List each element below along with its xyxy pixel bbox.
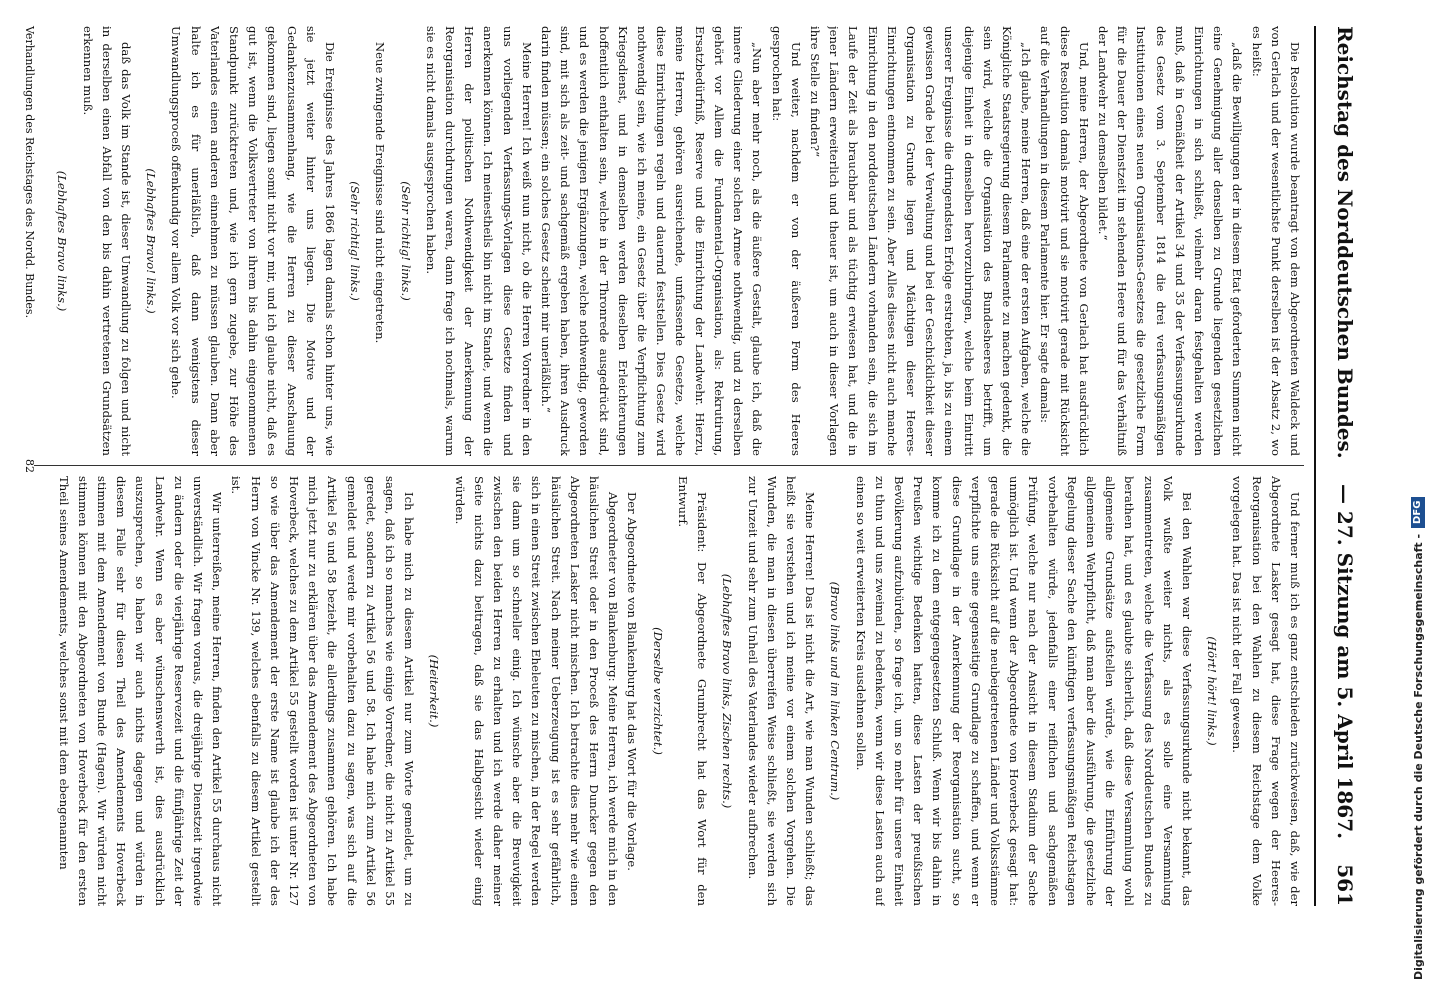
- paragraph: Bei den Wahlen war diese Verfassungsurkunde nicht bekannt, das Volk wußte weiter nichts, als es solle eine Versammlung zusammentreten, welche die Verfassung des Norddeutschen Bundes zu berathen hat, und es glaubte sicherlich, daß diese Versammlung wohl allgemeine Grundsätze aufstellen würde, wie die Einführung der allgemeinen Wehrpflicht, daß man aber die Ausführung, die gesetzliche Regelung dieser Sache den künftigen verfassungsmäßigen Reichstagen vorbehalten würde, jedenfalls einer reiflichen und sachgemäßen Prüfung, welche nur nach der Ansicht in diesem Stadium der Sache unmöglich ist. Und wenn der Abgeordnete von Hoverbeck gesagt hat: gerade die Rücksicht auf die neubeigetretenen Länder und Volksstämme verpflichte uns eine gegenseitige Grundlage zu schaffen, und wenn er diese Grundlage in der Anerkennung der Reorganisation sucht, so komme ich zu dem entgegengesetzten Schluß. Wenn wir bis dahin in Preußen wichtige Bedenken hatten, diese Lasten der preußischen Bevölkerung aufzubürden, so frage ich, um so mehr für unsere Einheit zu thun und uns zweimal zu bedenken, wenn wir diese Lasten auch auf einen so weit erweiterten Kreis ausdehnen sollen.: [853, 476, 1194, 906]
- paragraph: Meine Herren! Ich weiß nun nicht, ob die Herren Vorredner in den uns vorliegenden Verfassungs-Vorlagen diese Gesetze finden und anerkennen können. Ich meinestheils bin nicht im Stande, und wenn die Herren der politischen Nothwendigkeit der Anerkennung der Reorganisation durchdrungen waren, dann frage ich nochmals, warum sie es nicht damals ausgesprochen haben.: [423, 26, 534, 456]
- paragraph: Wir unterreißen, meine Herren, finden den Artikel 55 durchaus nicht unverständlich. Wir fragen voraus, die dreijährige Dienstzeit irgendwie zu ändern oder die vierjährige Reservezeit und die fünfjährige Zeit der Landwehr. Wenn es aber wünschenswerth ist, dies ausdrücklich auszusprechen, so haben wir auch nichts dagegen und würden in diesem Falle sehr für diesen Theil des Amendements Hoverbeck stimmen mit dem Amendement von Bunde (Hagen). Wir würden nicht stimmen können mit den Abgeordneten von Hoverbeck für den ersten Theil seines Amendements, welches sonst mit dem ebengenannten: [56, 476, 225, 906]
- footer-note: Verhandlungen des Reichstages des Nordd. Bundes.: [23, 26, 37, 319]
- dfg-logo: DFG: [1411, 497, 1425, 528]
- running-title: Reichstag des Norddeutschen Bundes.: [1333, 26, 1357, 459]
- column-divider: [34, 465, 1304, 466]
- left-column: [34, 26, 1304, 456]
- reaction-note: (Hört! hört! links.): [1205, 636, 1220, 746]
- right-column: [34, 476, 1304, 906]
- page-number: 561: [1333, 864, 1357, 906]
- paragraph: „Nun aber mehr noch, als die äußere Gestalt, glaube ich, daß die innere Gliederung einer solchen Armee nothwendig, und zu derselben gehört vor Allem die Fundamental-Organisation, als: Rekrutirung, Ersatzbedürfniß, Reserve und die Einrichtung der Landwehr. Hierzu, meine Herren, gehören ausreichende, umfassende Gesetze, welche diese Einrichtungen regeln und dauernd feststellen. Dies Gesetz wird nothwendig sein, wie ich meine, ein Gesetz über die Verpflichtung zum Kriegsdienst, und in demselben werden dieselben Erleichterungen hoffentlich enthalten sein, welche in der Thronrede ausgedrückt sind, und es werden die jenigen Ergänzungen, welche nothwendig, geworden sind, mit sich als zeit- und sachgemäß ergeben haben, ihren Ausdruck darin finden müssen; ein solches Gesetz scheint mir unerläßlich.“: [539, 26, 765, 456]
- reaction-note: (Lebhaftes Bravo links.): [55, 170, 70, 312]
- reaction-note: (Bravo links und im linken Centrum.): [828, 581, 843, 801]
- digitization-sidebar: [1404, 0, 1432, 1000]
- paragraph: Ich habe mich zu diesem Artikel nur zum Worte gemeldet, um zu sagen, daß ich so manches wie einige Vorredner, die nicht zu Artikel 55 geredet, sondern zu Artikel 56 und 58. Ich habe mich zum Artikel 56 gemeldet und werde mir vorbehalten dazu zu sagen, was sich auf die Artikel 56 und 58 bezieht, die allerdings zusammen gehören. Ich habe mich jetzt nur zu erklären über das Amendement des Abgeordneten von Hoverbeck, welches zu dem Artikel 55 gestellt worden ist unter Nr. 127 so wie über das Amendement der erste Name ist glaube ich der des Herrn von Vincke Nr. 139, welches ebenfalls zu diesem Artikel gestellt ist.: [229, 476, 417, 906]
- paragraph: Abgeordneter von Blankenburg: Meine Herren, ich werde mich in den häuslichen Streit oder in den Proceß des Herrn Duncker gegen den Abgeordneten Lasker nicht mischen. Ich betrachte dies mehr wie einen häuslichen Streit. Nach meiner Ueberzeugung ist es sehr gefährlich, sich in einen Streit zwischen Eheleuten zu mischen, in der Regel werden sie dann um so schneller einig. Ich wünsche aber die Breuvigkeit zwischen den beiden Herren zu erhalten und ich werde daher meiner Seite nichts dazu beitragen, daß sie das Halbgesicht wieder einig würden.: [452, 476, 621, 906]
- session-title: — 27. Sitzung am 5. April 1867.: [1333, 483, 1357, 840]
- paragraph: „Ich glaube, meine Herren, daß eine der ersten Aufgaben, welche die Königliche Staatsregierung diesem Parlamente zu machen gedenkt, die sein wird, welche die Organisation des Bundesheeres betrifft, um diejenige Einheit in demselben hervorzubringen, welche beim Eintritt unserer Ereignisse die dringendsten Erfolge erstrebten, ja, bis zu einem gewissen Grade bei der Verwaltung und bei der Geschicklichkeit dieser Organisation zu Grunde liegen und Mächtigen dieser Heeres-Einrichtungen entnommen zu sein. Aber Alles dieses nicht auch manche Einrichtung in den norddeutschen Ländern vorhanden sein, die sich im Laufe der Zeit als brauchbar und als tüchtig erwiesen hat, und die in jener Ländern erweiterlich und theuer ist, um auch in dieser Vorlagen ihre Stelle zu finden?“: [807, 26, 1034, 456]
- paragraph: Präsident: Der Abgeordnete Grumbrecht hat das Wort für den Entwurf.: [675, 476, 710, 906]
- digitization-credit: [1408, 20, 1428, 980]
- paragraph: Die Resolution wurde beantragt von dem Abgeordneten Waldeck und von Gerlach und der wesentlichste Punkt derselben ist der Absatz 2, wo es heißt:: [1249, 26, 1302, 456]
- paragraph: Und, meine Herren, der Abgeordnete von Gerlach hat ausdrücklich diese Resolution damals motivirt und sie motivirt gerade mit Rücksicht auf die Verhandlungen in diesem Parlamente hier. Er sagte damals:: [1038, 26, 1091, 456]
- reaction-note: (Lebhaftes Bravo! links.): [144, 168, 159, 314]
- credit-text: Digitalisierung gefördert durch die Deutsche Forschungsgemeinschaft -: [1411, 533, 1425, 980]
- reaction-note: (Lebhaftes Bravo links, Zischen rechts.): [720, 573, 735, 809]
- page-frame: [20, 26, 1370, 906]
- page-footer: [20, 26, 40, 906]
- paragraph: Meine Herren! Das ist nicht die Art, wie man Wunden schließt; das heißt sie verstehen und ich meine vor einem solchen Vorgehen. Die Wunden, die man in diesen überreifen Weise schließt, sie werden sich zur Unzeit und sehr zum Unheil des Vaterlandes wieder aufbrechen.: [745, 476, 818, 906]
- reaction-note: (Derselbe verzichtet.): [650, 627, 665, 755]
- page-header: [1320, 26, 1370, 906]
- signature-mark: 82: [23, 459, 37, 473]
- paragraph: Die Ereignisse des Jahres 1866 lagen damals schon hinter uns, wie sie jetzt weiter hinter uns liegen. Die Motive und der Gedankenzusammenhang, wie die Herren zu dieser Anschauung gekommen sind, liegen somit nicht vor mir, und ich glaube nicht, daß es gut ist, wenn die Volksvertreter von ihrem bis dahin eingenommenen Standpunkt zurücktreten und, wie ich gern zugebe, zur Höhe des Vaterlandes einen anderen einnehmen zu müssen glauben. Dann aber halte ich es für unerläßlich, daß dann wenigstens dieser Umwandlungsproceß offenkundig vor allem Volk vor sich gehe.: [169, 26, 338, 456]
- reaction-note: (Sehr richtig! links.): [348, 181, 363, 301]
- reaction-note: (Sehr richtig! links.): [398, 181, 413, 301]
- header-rule: [1314, 26, 1316, 906]
- paragraph: „daß die Bewilligungen der in diesem Etat geforderten Summen nicht eine Genehmigung aller denselben zu Grunde liegenden gesetzlichen Einrichtungen in sich schließt, vielmehr daran festgehalten werden muß, daß in Gemäßheit der Artikel 34 und 35 der Verfassungsurkunde des Gesetz vom 3. September 1814 die drei verfassungsmäßigen Institutionen eines neuen Organisations-Gesetzes die gesetzliche Form für die Dauer der Dienstzeit im stehenden Heere und für das Verhältniß der Landwehr zu demselben bildet.“: [1095, 26, 1245, 456]
- paragraph: Und weiter, nachdem er von der äußeren Form des Heeres gesprochen hat:: [769, 26, 803, 456]
- reaction-note: (Heiterkeit.): [427, 654, 442, 728]
- paragraph: Neue zwingende Ereignisse sind nicht eingetreten.: [373, 42, 388, 344]
- paragraph: daß das Volk im Stande ist, dieser Umwandlung zu folgen und nicht in derselben einen Abfall von den bis dahin vertretenen Grundsätzen erkennen muß.: [80, 26, 134, 456]
- paragraph: Und ferner muß ich es ganz entschieden zurückweisen, daß, wie der Abgeordnete Lasker gesagt hat, diese Frage wegen der Heeres-Reorganisation bei den Wahlen zu diesem Reichstage dem Volke vorgelegen hat. Das ist nicht der Fall gewesen.: [1230, 476, 1302, 906]
- paragraph: Der Abgeordnete von Blankenburg hat das Wort für die Vorlage.: [625, 492, 640, 871]
